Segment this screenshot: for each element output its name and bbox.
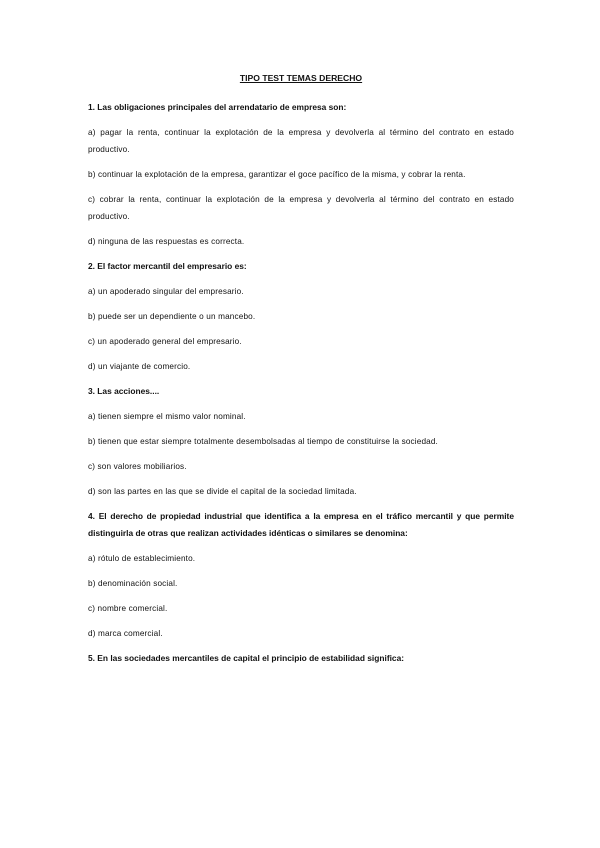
answer-1b: b) continuar la explotación de la empresa, garantizar el goce pacífico de la misma, y cobrar la renta. xyxy=(88,170,466,179)
answer-1d: d) ninguna de las respuestas es correcta. xyxy=(88,237,245,246)
answer-4b: b) denominación social. xyxy=(88,579,178,588)
question-3: 3. Las acciones.... xyxy=(88,386,160,396)
question-block-1 xyxy=(88,99,514,250)
answer-4d: d) marca comercial. xyxy=(88,629,163,638)
question-4: 4. El derecho de propiedad industrial que identifica a la empresa en el tráfico mercantil y que permite distinguirla de otras que realizan actividades idénticas o similares se denomina: xyxy=(88,511,514,538)
question-block-2 xyxy=(88,258,514,375)
answer-4c: c) nombre comercial. xyxy=(88,604,168,613)
answer-2c: c) un apoderado general del empresario. xyxy=(88,337,242,346)
question-2: 2. El factor mercantil del empresario es: xyxy=(88,261,247,271)
answer-1a: a) pagar la renta, continuar la explotación de la empresa y devolverla al término del contrato en estado productivo. xyxy=(88,128,514,154)
answer-2a: a) un apoderado singular del empresario. xyxy=(88,287,244,296)
document-title: TIPO TEST TEMAS DERECHO xyxy=(239,73,363,83)
answer-2b: b) puede ser un dependiente o un mancebo. xyxy=(88,312,256,321)
document-page xyxy=(88,72,514,675)
answer-3a: a) tienen siempre el mismo valor nominal. xyxy=(88,412,246,421)
answer-3b: b) tienen que estar siempre totalmente desembolsadas al tiempo de constituirse la sociedad. xyxy=(88,437,438,446)
answer-3c: c) son valores mobiliarios. xyxy=(88,462,187,471)
question-block-5 xyxy=(88,650,514,667)
question-5: 5. En las sociedades mercantiles de capital el principio de estabilidad significa: xyxy=(88,653,405,663)
question-block-3 xyxy=(88,383,514,500)
answer-1c: c) cobrar la renta, continuar la explotación de la empresa y devolverla al término del contrato en estado productivo. xyxy=(88,195,514,221)
answer-4a: a) rótulo de establecimiento. xyxy=(88,554,196,563)
answer-2d: d) un viajante de comercio. xyxy=(88,362,191,371)
question-block-4 xyxy=(88,508,514,642)
question-1: 1. Las obligaciones principales del arrendatario de empresa son: xyxy=(88,102,347,112)
answer-3d: d) son las partes en las que se divide el capital de la sociedad limitada. xyxy=(88,487,357,496)
